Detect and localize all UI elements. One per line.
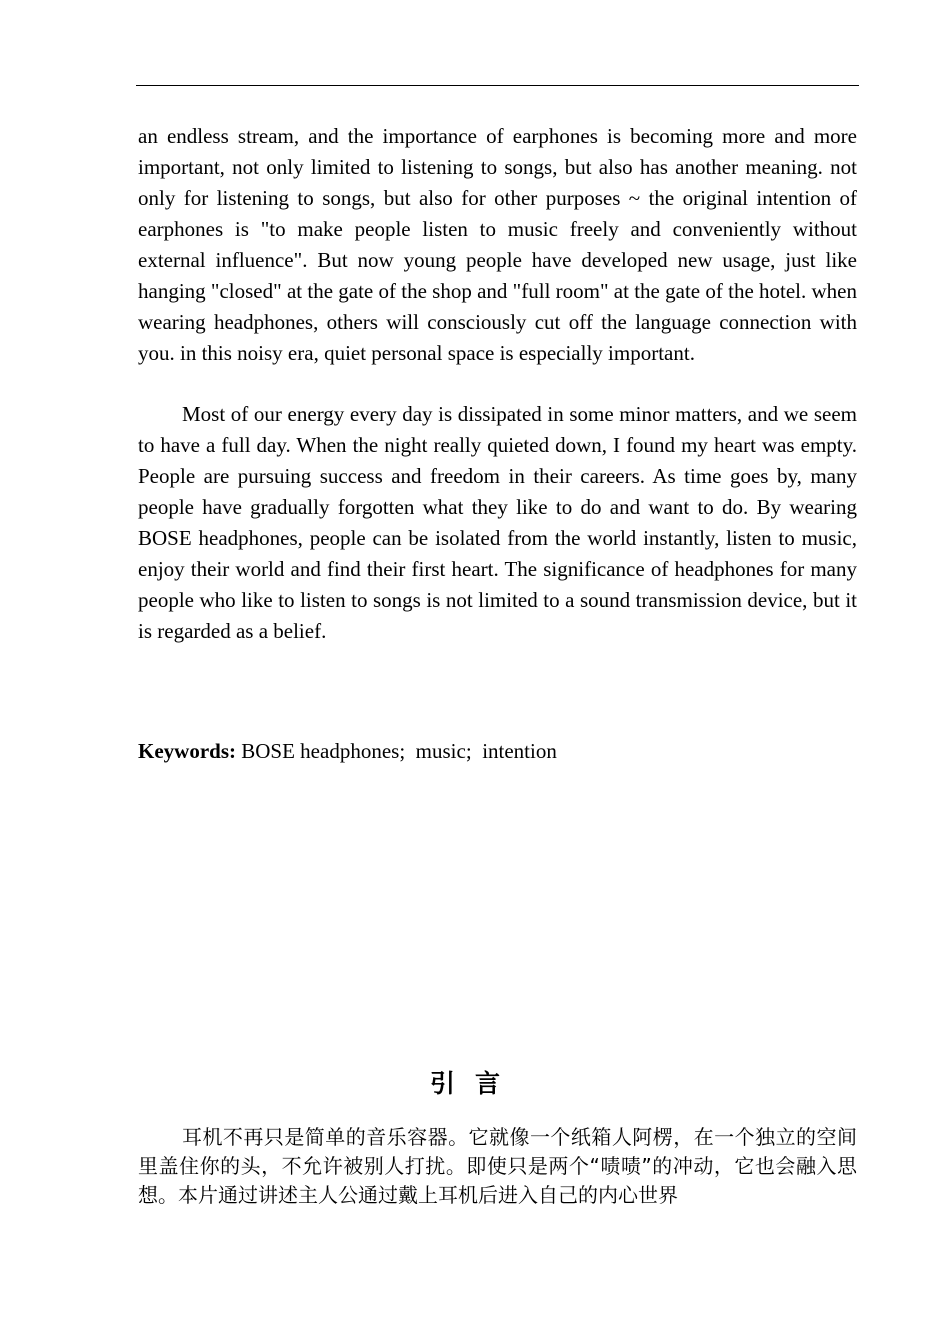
introduction-paragraph-1: 耳机不再只是简单的音乐容器。它就像一个纸箱人阿楞，在一个独立的空间里盖住你的头，不允许被别人打扰。即使只是两个“啧啧”的冲动，它也会融入思想。本片通过讲述主人公通过戴上耳机后进入自己的内心世界 [138, 1125, 857, 1207]
abstract-paragraph-2: Most of our energy every day is dissipated in some minor matters, and we seem to have a full day. When the night really quieted down, I found my heart was empty. People are pursuing success and freedom in their careers. As time goes by, many people have gradually forgotten what they like to do and want to do. By wearing BOSE headphones, people can be isolated from the world instantly, listen to music, enjoy their world and find their first heart. The significance of headphones for many people who like to listen to songs is not limited to a sound transmission device, but it is regarded as a belief. [138, 402, 857, 643]
introduction-title: 引言 [429, 1069, 520, 1098]
keyword-item: intention [482, 739, 557, 763]
keywords-label: Keywords: [138, 739, 236, 763]
keyword-item: BOSE headphones [241, 739, 400, 763]
header-rule [136, 85, 859, 86]
keyword-item: music [415, 739, 466, 763]
keyword-separator: ; [465, 739, 483, 763]
abstract-paragraph-1: an endless stream, and the importance of earphones is becoming more and more important, not only limited to listening to songs, but also has another meaning. not only for listening to songs, but also for other purposes ~ the original intention of earphones is "to make people listen to music freely and conveniently without external influence". But now young people have developed new usage, just like hanging "closed" at the gate of the shop and "full room" at the gate of the hotel. when wearing headphones, others will consciously cut off the language connection with you. in this noisy era, quiet personal space is especially important. [138, 124, 857, 365]
keyword-separator: ; [399, 739, 416, 763]
keywords-line [138, 736, 557, 767]
